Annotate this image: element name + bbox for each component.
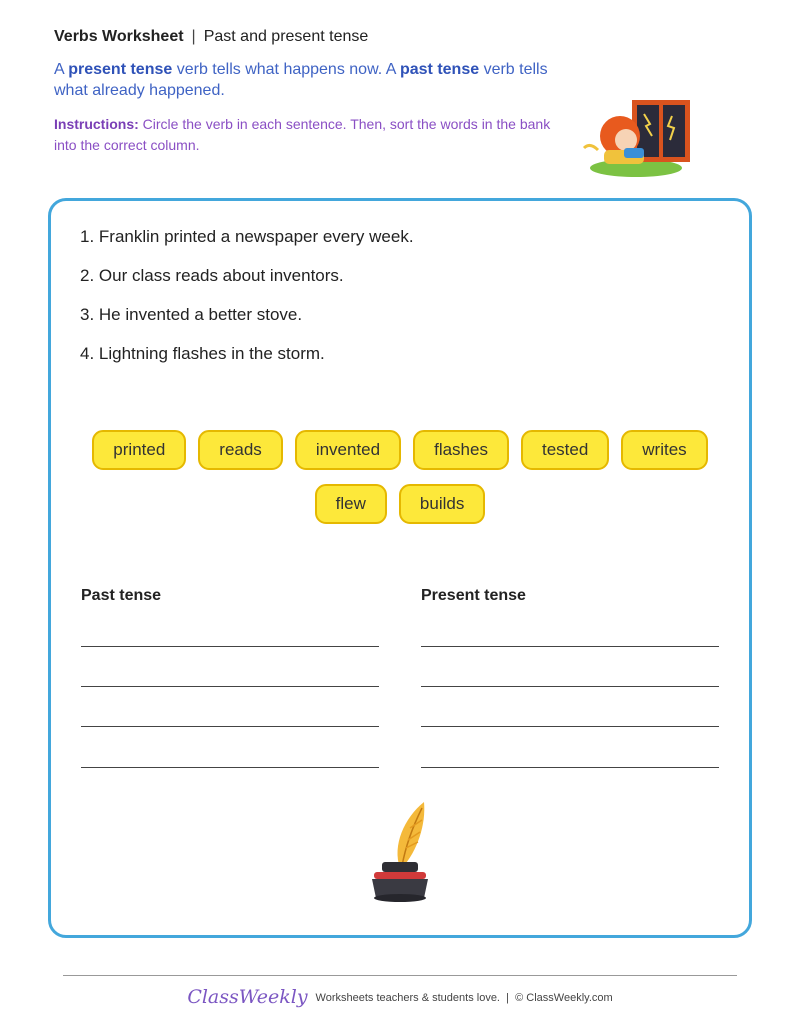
worksheet-subtitle: Past and present tense bbox=[203, 28, 369, 45]
footer-tagline: Worksheets teachers & students love. bbox=[315, 992, 500, 1004]
past-answer-line[interactable] bbox=[81, 646, 379, 647]
footer-divider bbox=[63, 975, 737, 976]
intro-part: verb tells what already happened. bbox=[54, 61, 548, 99]
word-chip-tested[interactable]: tested bbox=[521, 430, 609, 470]
intro-part: A bbox=[54, 61, 69, 78]
word-chip-invented[interactable]: invented bbox=[295, 430, 401, 470]
word-chip-printed[interactable]: printed bbox=[92, 430, 186, 470]
past-answer-line[interactable] bbox=[81, 726, 379, 727]
child-at-window-illustration bbox=[576, 96, 696, 180]
present-answer-line[interactable] bbox=[421, 767, 719, 768]
word-bank bbox=[60, 430, 740, 524]
past-tense-heading: Past tense bbox=[81, 587, 162, 604]
worksheet-title: Verbs Worksheet bbox=[54, 28, 184, 45]
word-chip-flashes[interactable]: flashes bbox=[413, 430, 509, 470]
worksheet-title-row bbox=[54, 28, 368, 46]
word-chip-reads[interactable]: reads bbox=[198, 430, 283, 470]
word-chip-writes[interactable]: writes bbox=[621, 430, 707, 470]
present-answer-line[interactable] bbox=[421, 646, 719, 647]
footer-copyright: © ClassWeekly.com bbox=[515, 992, 613, 1004]
sentence-3[interactable]: 3. He invented a better stove. bbox=[80, 305, 303, 324]
intro-part: verb tells what happens now. A bbox=[172, 61, 400, 78]
sentence-1[interactable]: 1. Franklin printed a newspaper every week. bbox=[80, 227, 414, 246]
past-tense-term: past tense bbox=[399, 61, 480, 78]
instructions-text: Circle the verb in each sentence. Then, sort the words in the bank into the correct column. bbox=[54, 116, 551, 153]
sentence-2[interactable]: 2. Our class reads about inventors. bbox=[80, 266, 344, 285]
sentence-4[interactable]: 4. Lightning flashes in the storm. bbox=[80, 344, 325, 363]
sentence-list bbox=[80, 226, 414, 382]
quill-inkwell-illustration bbox=[362, 800, 438, 904]
title-separator: | bbox=[191, 28, 196, 45]
present-tense-heading: Present tense bbox=[421, 587, 526, 604]
footer bbox=[0, 986, 800, 1008]
present-answer-line[interactable] bbox=[421, 686, 719, 687]
instructions bbox=[54, 114, 554, 156]
instructions-label: Instructions: bbox=[54, 116, 139, 132]
present-answer-line[interactable] bbox=[421, 726, 719, 727]
intro-text bbox=[54, 59, 574, 101]
word-chip-flew[interactable]: flew bbox=[315, 484, 387, 524]
footer-divider-char: | bbox=[506, 992, 509, 1004]
present-tense-term: present tense bbox=[68, 61, 173, 78]
word-chip-builds[interactable]: builds bbox=[399, 484, 485, 524]
past-answer-line[interactable] bbox=[81, 767, 379, 768]
brand-logo: ClassWeekly bbox=[187, 986, 308, 1008]
past-answer-line[interactable] bbox=[81, 686, 379, 687]
